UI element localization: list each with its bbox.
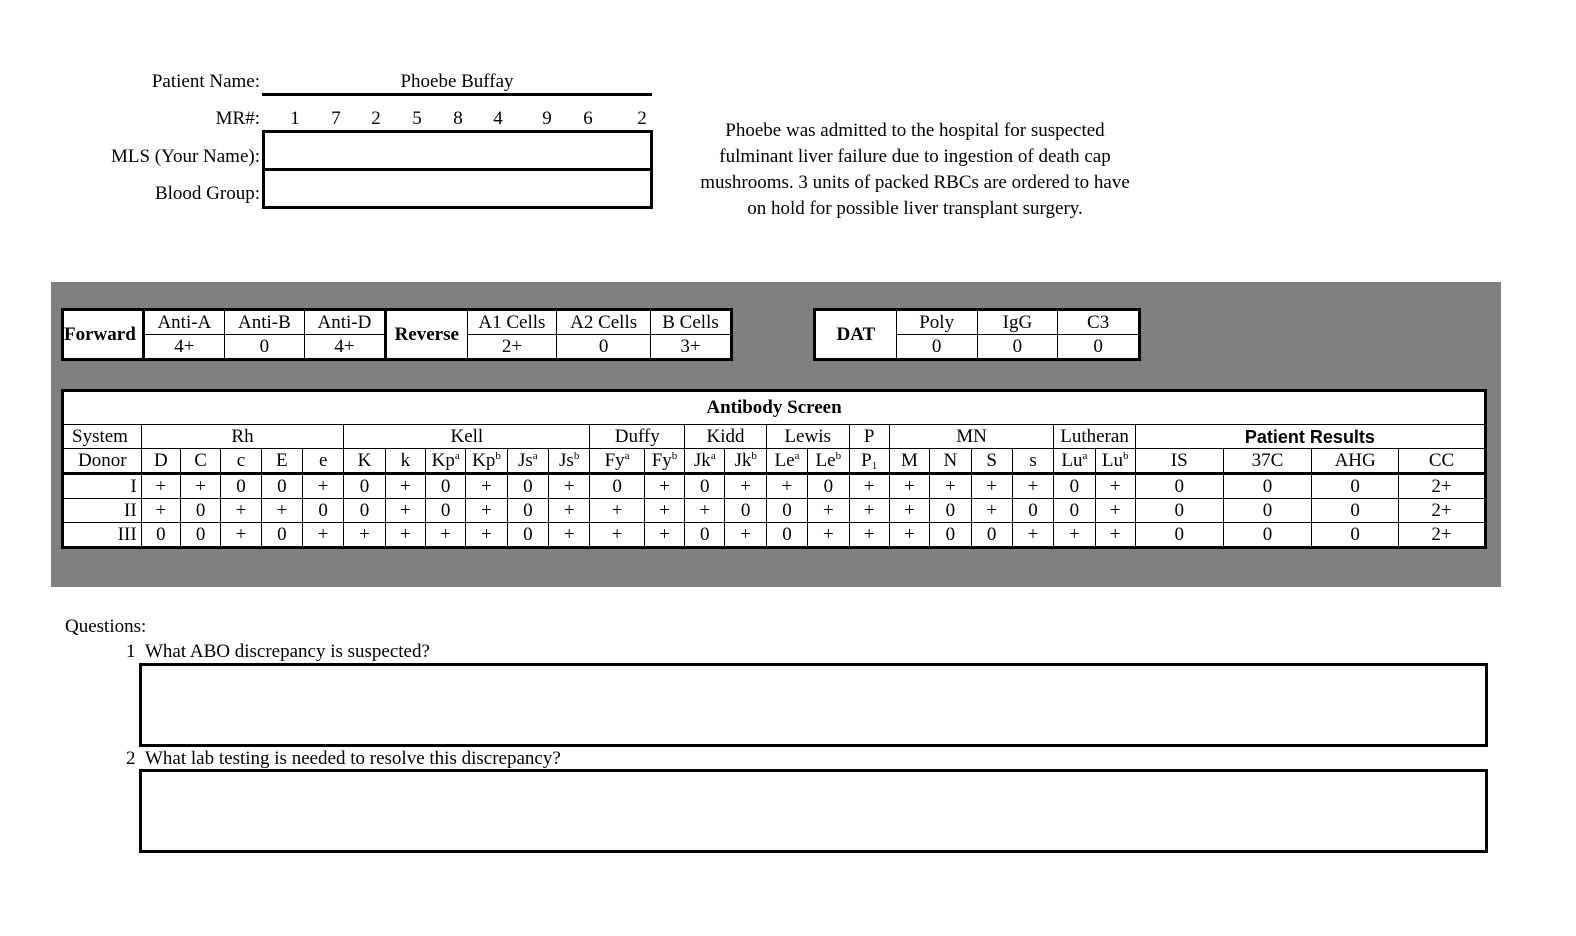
system-mn: MN xyxy=(889,425,1053,449)
antigen-reaction-cell: + xyxy=(1095,474,1135,499)
dat-poly-value[interactable]: 0 xyxy=(896,335,977,360)
answer-2-box[interactable] xyxy=(139,769,1488,853)
anti-b-header: Anti-B xyxy=(224,310,304,335)
antigen-reaction-cell: 0 xyxy=(141,523,180,548)
donor-label: Donor xyxy=(63,449,142,474)
antigen-reaction-cell: + xyxy=(1012,474,1053,499)
antigen-header xyxy=(466,449,507,474)
antigen-reaction-cell: + xyxy=(808,499,849,523)
antigen-reaction-cell: 0 xyxy=(590,474,644,499)
antigen-reaction-cell: + xyxy=(725,523,766,548)
patient-result-cell[interactable]: 0 xyxy=(1312,499,1399,523)
antigen-name: M xyxy=(901,449,918,471)
antigen-reaction-cell: + xyxy=(466,523,507,548)
antigen-reaction-cell: + xyxy=(385,474,425,499)
antigen-reaction-cell: 0 xyxy=(261,474,302,499)
patient-results-label: Patient Results xyxy=(1135,425,1485,449)
b-cells-value[interactable]: 3+ xyxy=(650,335,731,360)
result-header-ahg: AHG xyxy=(1312,449,1399,474)
antigen-reaction-cell: 0 xyxy=(930,523,971,548)
antigen-header xyxy=(685,449,725,474)
mls-label: MLS (Your Name): xyxy=(110,146,260,167)
a1-cells-header: A1 Cells xyxy=(467,310,557,335)
system-label: System xyxy=(63,425,142,449)
antigen-name: s xyxy=(1029,449,1037,471)
antigen-reaction-cell: + xyxy=(849,523,889,548)
anti-a-value[interactable]: 4+ xyxy=(143,335,224,360)
antigen-reaction-cell: + xyxy=(426,523,466,548)
donor-cell: II xyxy=(63,499,142,523)
antigen-header xyxy=(1054,449,1095,474)
antigen-superscript: a xyxy=(624,449,630,462)
antigen-header xyxy=(725,449,766,474)
antigen-name: e xyxy=(318,449,328,471)
blood-group-label: Blood Group: xyxy=(154,183,260,204)
antigen-reaction-cell: + xyxy=(644,499,684,523)
antigen-reaction-cell: 0 xyxy=(1054,499,1095,523)
patient-result-cell[interactable]: 0 xyxy=(1135,499,1223,523)
case-note: Phoebe was admitted to the hospital for suspected fulminant liver failure due to ingestion of death cap mushrooms. 3 units of packed RBCs are ordered to have on hold for possible liver transplant surgery. xyxy=(700,120,1130,219)
antigen-reaction-cell: 0 xyxy=(180,523,220,548)
antigen-reaction-cell: + xyxy=(141,499,180,523)
forward-label: Forward xyxy=(63,310,144,360)
mr-digit: 2 xyxy=(371,108,381,129)
mls-name-field[interactable] xyxy=(262,130,653,171)
antigen-reaction-cell: + xyxy=(849,499,889,523)
antigen-header xyxy=(180,449,220,474)
antigen-header xyxy=(889,449,929,474)
antigen-reaction-cell: + xyxy=(889,474,929,499)
table-row xyxy=(63,523,1486,548)
result-header-cc: CC xyxy=(1399,449,1486,474)
antigen-name: Jk xyxy=(693,449,711,471)
antigen-superscript: b xyxy=(671,449,678,462)
antigen-reaction-cell: 0 xyxy=(971,523,1012,548)
patient-result-cell[interactable]: 2+ xyxy=(1399,523,1486,548)
antigen-name: k xyxy=(400,449,411,471)
mr-digit: 8 xyxy=(453,108,463,129)
antigen-name: Lu xyxy=(1101,449,1123,471)
antigen-header xyxy=(344,449,385,474)
antigen-reaction-cell: 0 xyxy=(766,499,807,523)
antigen-reaction-cell: + xyxy=(685,499,725,523)
antigen-reaction-cell: 0 xyxy=(507,474,548,499)
system-p: P xyxy=(849,425,889,449)
antigen-reaction-cell: + xyxy=(549,474,590,499)
antigen-header xyxy=(221,449,261,474)
antigen-header xyxy=(549,449,590,474)
antigen-header xyxy=(766,449,807,474)
table-row xyxy=(63,474,1486,499)
antigen-superscript: a xyxy=(532,449,538,462)
antigen-name: c xyxy=(236,449,246,471)
antigen-reaction-cell: + xyxy=(466,499,507,523)
antigen-superscript: b xyxy=(751,449,757,462)
antigen-reaction-cell: 0 xyxy=(1054,474,1095,499)
patient-result-cell[interactable]: 0 xyxy=(1312,523,1399,548)
anti-a-header: Anti-A xyxy=(143,310,224,335)
antigen-reaction-cell: + xyxy=(766,474,807,499)
dat-c3-header: C3 xyxy=(1058,310,1140,335)
a2-cells-value[interactable]: 0 xyxy=(557,335,651,360)
antigen-reaction-cell: + xyxy=(889,523,929,548)
antigen-reaction-cell: + xyxy=(261,499,302,523)
antigen-reaction-cell: + xyxy=(644,474,684,499)
patient-result-cell[interactable]: 0 xyxy=(1135,523,1223,548)
antigen-reaction-cell: + xyxy=(549,523,590,548)
antigen-header xyxy=(141,449,180,474)
antigen-superscript: b xyxy=(495,449,501,462)
antigen-superscript: a xyxy=(1082,449,1088,462)
system-lewis: Lewis xyxy=(766,425,849,449)
antigen-reaction-cell: 0 xyxy=(221,474,261,499)
antigen-reaction-cell: 0 xyxy=(725,499,766,523)
mr-digit: 6 xyxy=(583,108,593,129)
antigen-reaction-cell: 0 xyxy=(507,523,548,548)
antigen-reaction-cell: + xyxy=(971,474,1012,499)
result-header-is: IS xyxy=(1135,449,1223,474)
antigen-reaction-cell: 0 xyxy=(344,474,385,499)
patient-result-cell[interactable]: 0 xyxy=(1135,474,1223,499)
antigen-header xyxy=(302,449,343,474)
antigen-name: Jk xyxy=(734,449,752,471)
antigen-header xyxy=(971,449,1012,474)
patient-result-cell[interactable]: 0 xyxy=(1223,499,1312,523)
antigen-superscript: a xyxy=(454,449,460,462)
antigen-name: S xyxy=(986,449,997,471)
patient-result-cell[interactable]: 2+ xyxy=(1399,499,1486,523)
antigen-superscript: b xyxy=(1123,449,1129,462)
antibody-screen-title: Antibody Screen xyxy=(63,391,1486,425)
dat-igg-header: IgG xyxy=(977,310,1058,335)
anti-d-value[interactable]: 4+ xyxy=(304,335,385,360)
antigen-header xyxy=(644,449,684,474)
antigen-reaction-cell: 0 xyxy=(930,499,971,523)
antigen-superscript: a xyxy=(710,449,716,462)
antigen-name: Kp xyxy=(431,449,455,471)
antigen-reaction-cell: + xyxy=(590,499,644,523)
antigen-reaction-cell: 0 xyxy=(180,499,220,523)
antigen-header xyxy=(808,449,849,474)
antigen-name: Lu xyxy=(1061,449,1083,471)
antigen-reaction-cell: + xyxy=(1012,523,1053,548)
antigen-reaction-cell: 0 xyxy=(426,474,466,499)
a2-cells-header: A2 Cells xyxy=(557,310,651,335)
question-2-text: What lab testing is needed to resolve this discrepancy? xyxy=(145,748,561,769)
antigen-reaction-cell: + xyxy=(930,474,971,499)
antigen-name: Le xyxy=(815,449,836,471)
antigen-reaction-cell: 0 xyxy=(685,523,725,548)
anti-b-value[interactable]: 0 xyxy=(224,335,304,360)
antigen-name: Fy xyxy=(651,449,672,471)
antigen-name: E xyxy=(276,449,288,471)
antigen-name: Kp xyxy=(472,449,496,471)
antigen-reaction-cell: + xyxy=(302,474,343,499)
questions-label: Questions: xyxy=(65,616,147,637)
a1-cells-value[interactable]: 2+ xyxy=(467,335,557,360)
antigen-reaction-cell: + xyxy=(1095,523,1135,548)
table-row xyxy=(63,499,1486,523)
antigen-name: P xyxy=(861,449,872,471)
antigen-header xyxy=(590,449,644,474)
question-2-number: 2 xyxy=(126,748,136,769)
antigen-reaction-cell: 0 xyxy=(1012,499,1053,523)
donor-cell: I xyxy=(63,474,142,499)
system-duffy: Duffy xyxy=(590,425,685,449)
dat-c3-value[interactable]: 0 xyxy=(1058,335,1140,360)
abo-typing-table xyxy=(61,308,733,361)
antigen-header xyxy=(849,449,889,474)
question-1-text: What ABO discrepancy is suspected? xyxy=(145,641,430,662)
antigen-name: N xyxy=(943,449,958,471)
antigen-reaction-cell: + xyxy=(971,499,1012,523)
mr-digit: 2 xyxy=(637,108,647,129)
antigen-reaction-cell: + xyxy=(549,499,590,523)
antigen-name: K xyxy=(357,449,372,471)
patient-result-cell[interactable]: 0 xyxy=(1312,474,1399,499)
system-kell: Kell xyxy=(344,425,590,449)
mr-digit: 4 xyxy=(493,108,503,129)
antibody-screen-table xyxy=(61,389,1487,549)
antigen-reaction-cell: + xyxy=(302,523,343,548)
patient-result-cell[interactable]: 2+ xyxy=(1399,474,1486,499)
antigen-reaction-cell: 0 xyxy=(302,499,343,523)
patient-result-cell[interactable]: 0 xyxy=(1223,523,1312,548)
b-cells-header: B Cells xyxy=(650,310,731,335)
antigen-reaction-cell: + xyxy=(725,474,766,499)
mr-digit: 9 xyxy=(542,108,552,129)
dat-table xyxy=(813,308,1141,361)
anti-d-header: Anti-D xyxy=(304,310,385,335)
antigen-name: Js xyxy=(518,449,533,471)
dat-label: DAT xyxy=(815,310,897,360)
antigen-name: C xyxy=(194,449,207,471)
antigen-reaction-cell: + xyxy=(1095,499,1135,523)
antigen-reaction-cell: + xyxy=(344,523,385,548)
antigen-name: D xyxy=(153,449,168,471)
antigen-subscript: 1 xyxy=(871,459,878,472)
antigen-reaction-cell: + xyxy=(644,523,684,548)
mr-label: MR#: xyxy=(215,108,260,129)
antigen-reaction-cell: 0 xyxy=(344,499,385,523)
antigen-header xyxy=(507,449,548,474)
system-lutheran: Lutheran xyxy=(1054,425,1136,449)
antigen-header xyxy=(1012,449,1053,474)
antigen-superscript: a xyxy=(794,449,800,462)
antigen-reaction-cell: + xyxy=(590,523,644,548)
mr-digit: 7 xyxy=(331,108,341,129)
antigen-superscript: b xyxy=(835,449,842,462)
antigen-reaction-cell: + xyxy=(849,474,889,499)
blood-group-field[interactable] xyxy=(262,168,653,209)
antigen-reaction-cell: + xyxy=(385,499,425,523)
antigen-header xyxy=(385,449,425,474)
antigen-reaction-cell: + xyxy=(180,474,220,499)
system-rh: Rh xyxy=(141,425,344,449)
antigen-reaction-cell: + xyxy=(466,474,507,499)
antigen-reaction-cell: 0 xyxy=(426,499,466,523)
antigen-header xyxy=(426,449,466,474)
antigen-reaction-cell: 0 xyxy=(766,523,807,548)
dat-igg-value[interactable]: 0 xyxy=(977,335,1058,360)
antigen-reaction-cell: + xyxy=(889,499,929,523)
antigen-reaction-cell: + xyxy=(808,523,849,548)
antigen-reaction-cell: 0 xyxy=(808,474,849,499)
patient-name-value[interactable]: Phoebe Buffay xyxy=(262,71,652,96)
antigen-name: Le xyxy=(774,449,795,471)
antigen-reaction-cell: 0 xyxy=(261,523,302,548)
antigen-reaction-cell: 0 xyxy=(685,474,725,499)
system-kidd: Kidd xyxy=(685,425,767,449)
antigen-reaction-cell: + xyxy=(385,523,425,548)
antigen-name: Fy xyxy=(604,449,625,471)
antigen-reaction-cell: + xyxy=(141,474,180,499)
antigen-header xyxy=(261,449,302,474)
antigen-header xyxy=(1095,449,1135,474)
mr-digit: 1 xyxy=(290,108,300,129)
reverse-label: Reverse xyxy=(385,310,467,360)
antigen-reaction-cell: + xyxy=(1054,523,1095,548)
question-1-number: 1 xyxy=(126,641,136,662)
antigen-reaction-cell: + xyxy=(221,499,261,523)
patient-result-cell[interactable]: 0 xyxy=(1223,474,1312,499)
antigen-name: Js xyxy=(559,449,574,471)
mr-digit: 5 xyxy=(412,108,422,129)
dat-poly-header: Poly xyxy=(896,310,977,335)
antigen-superscript: b xyxy=(573,449,580,462)
antigen-header xyxy=(930,449,971,474)
answer-1-box[interactable] xyxy=(139,663,1488,747)
result-header-37c: 37C xyxy=(1223,449,1312,474)
patient-name-label: Patient Name: xyxy=(151,71,260,92)
antigen-reaction-cell: + xyxy=(221,523,261,548)
donor-cell: III xyxy=(63,523,142,548)
antigen-reaction-cell: 0 xyxy=(507,499,548,523)
